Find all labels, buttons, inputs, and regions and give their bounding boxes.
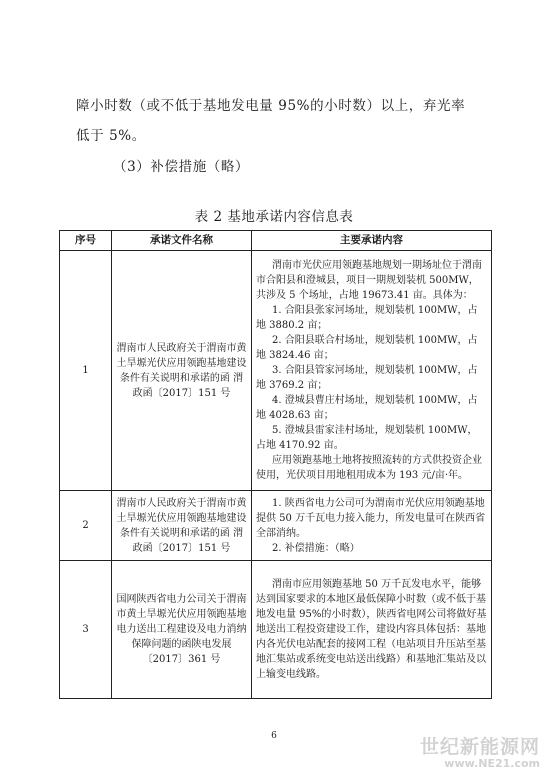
header-commitment-content: 主要承诺内容 xyxy=(252,231,492,251)
commitment-content xyxy=(252,561,492,699)
table-caption: 表 2 基地承诺内容信息表 xyxy=(194,209,354,225)
row-number: 2 xyxy=(60,491,112,561)
document-name: 国网陕西省电力公司关于渭南市黄土旱塬光伏应用领跑基地电力送出工程建设及电力消纳保障问题的函陕电发展〔2017〕361 号 xyxy=(112,561,252,699)
table-row xyxy=(60,251,492,491)
content-line: 应用领跑基地土地将按照流转的方式供投资企业使用，光伏项目用地租用成本为 193 元/亩·年。 xyxy=(256,455,482,481)
content-line: 渭南市光伏应用领跑基地规划一期场址位于渭南市合阳县和澄城县，项目一期规划装机 500MW，共涉及 5 个场址，占地 19673.41 亩。具体为： xyxy=(256,260,482,301)
table-row xyxy=(60,491,492,561)
header-number: 序号 xyxy=(60,231,112,251)
table-row xyxy=(60,561,492,699)
section-heading-compensation: （3）补偿措施（略） xyxy=(113,159,250,175)
body-paragraph-line: 低于 5%。 xyxy=(76,128,146,144)
content-line: 2. 合阳县联合村场址，规划装机 100MW，占地 3824.46 亩； xyxy=(256,335,478,361)
document-name: 渭南市人民政府关于渭南市黄土旱塬光伏应用领跑基地建设条件有关说明和承诺的函 渭政函〔2017〕151 号 xyxy=(112,491,252,561)
content-line: 5. 澄城县雷家洼村场址，规划装机 100MW，占地 4170.92 亩。 xyxy=(256,425,478,451)
content-line: 1. 合阳县张家河场址，规划装机 100MW，占地 3880.2 亩； xyxy=(256,305,478,331)
content-line: 渭南市应用领跑基地 50 万千瓦发电水平，能够达到国家要求的本地区最低保障小时数（或不低于基地发电量 95%的小时数），陕西省电网公司将做好基地送出工程投资建设工作，建设内容具体包括：基地内各光伏电站配套的接网工程（电站项目升压站至基地汇集站或系统变电站送出线路）和基地汇集站及以上输变电线路。 xyxy=(256,579,487,680)
row-number: 3 xyxy=(60,561,112,699)
watermark-text: 世纪新能源网 xyxy=(419,736,540,758)
page-number: 6 xyxy=(271,731,277,741)
content-line: 1. 陕西省电力公司可为渭南市光伏应用领跑基地提供 50 万千瓦电力接入能力，所发电量可在陕西省全部消纳。 xyxy=(256,497,486,539)
commitment-content xyxy=(252,251,492,491)
site-watermark xyxy=(420,737,540,770)
row-number: 1 xyxy=(60,251,112,491)
header-document-name: 承诺文件名称 xyxy=(112,231,252,251)
content-line: 4. 澄城县曹庄村场址，规划装机 100MW，占地 4028.63 亩； xyxy=(256,395,478,421)
body-paragraph-line: 障小时数（或不低于基地发电量 95%的小时数）以上，弃光率 xyxy=(76,98,466,114)
commitment-table xyxy=(59,230,492,699)
content-line: 2. 补偿措施：（略） xyxy=(272,542,360,554)
commitment-content xyxy=(252,491,492,561)
table-header-row xyxy=(60,231,492,251)
document-name: 渭南市人民政府关于渭南市黄土旱塬光伏应用领跑基地建设条件有关说明和承诺的函 渭政函〔2017〕151 号 xyxy=(112,251,252,491)
content-line: 3. 合阳县管家河场址，规划装机 100MW，占地 3769.2 亩； xyxy=(256,365,478,391)
watermark-url: www.NE21.com xyxy=(444,757,540,770)
